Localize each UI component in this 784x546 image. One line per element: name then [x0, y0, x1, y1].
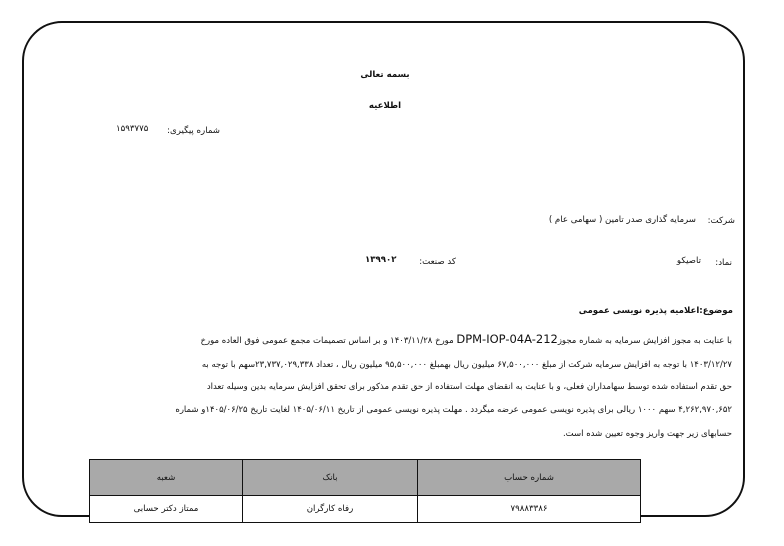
body-line-2: ۱۴۰۳/۱۲/۲۷ با توجه به افزایش سرمایه شرکت از مبلغ ۶۷,۵۰۰,۰۰۰ میلیون ریال بهمبلغ ۹۵,۵۰۰,۰۰۰ میلیون ریال ، تعداد ۲۳,۷۳۷,۰۲۹,۳۳۸سهم با توجه به [201, 360, 732, 370]
body-line-1-a: با عنایت به مجوز افزایش سرمایه به شماره مجوز [557, 336, 732, 346]
permit-code: DPM-IOP-04A-212 [456, 332, 558, 346]
industry-code-label: کد صنعت: [419, 257, 456, 267]
column-header-account-number: شماره حساب [418, 460, 641, 496]
table-header-row [90, 460, 641, 496]
tracking-number: ۱۵۹۳۷۷۵ [116, 124, 149, 134]
document-frame [22, 21, 745, 517]
bank-accounts-table [89, 459, 641, 523]
table-row [90, 496, 641, 523]
account-number-cell: ۷۹۸۸۳۳۸۶ [418, 496, 641, 523]
body-line-1-b: مورخ ۱۴۰۳/۱۱/۲۸ و بر اساس تصمیمات مجمع عمومی فوق العاده مورخ [200, 336, 454, 346]
announcement-title: اطلاعیه [368, 101, 402, 111]
industry-code-value: ۱۳۹۹۰۲ [365, 255, 397, 265]
symbol-value: تاصیکو [676, 256, 701, 266]
bank-cell: رفاه کارگران [243, 496, 418, 523]
branch-cell: ممتاز دکتر حسابی [90, 496, 243, 523]
tracking-label: شماره پیگیری: [167, 126, 220, 136]
body-line-1 [92, 333, 732, 347]
column-header-branch: شعبه [90, 460, 243, 496]
body-line-5: حسابهای زیر جهت واریز وجوه تعیین شده است. [562, 429, 732, 439]
company-label: شرکت: [707, 216, 735, 226]
symbol-label: نماد: [715, 258, 732, 268]
bismillah-heading: بسمه تعالی [360, 70, 410, 80]
company-name: سرمایه گذاری صدر تامین ( سهامی عام ) [548, 215, 696, 225]
body-line-3: حق تقدم استفاده شده توسط سهامداران فعلی، و با عنایت به انقضای مهلت استفاده از حق تقدم مذکور برای تحقق افزایش سرمایه بدین وسیله تعداد [206, 382, 732, 392]
subject-line: موضوع:اعلامیه پذیره نویسی عمومی [578, 306, 733, 316]
column-header-bank: بانک [243, 460, 418, 496]
body-line-4: ۴,۲۶۲,۹۷۰,۶۵۲ سهم ۱۰۰۰ ریالی برای پذیره نویسی عمومی عرضه میگردد . مهلت پذیره نویسی عمومی از تاریخ ۱۴۰۵/۰۶/۱۱ لغایت تاریخ ۱۴۰۵/۰۶/۲۵و شماره [175, 405, 732, 415]
